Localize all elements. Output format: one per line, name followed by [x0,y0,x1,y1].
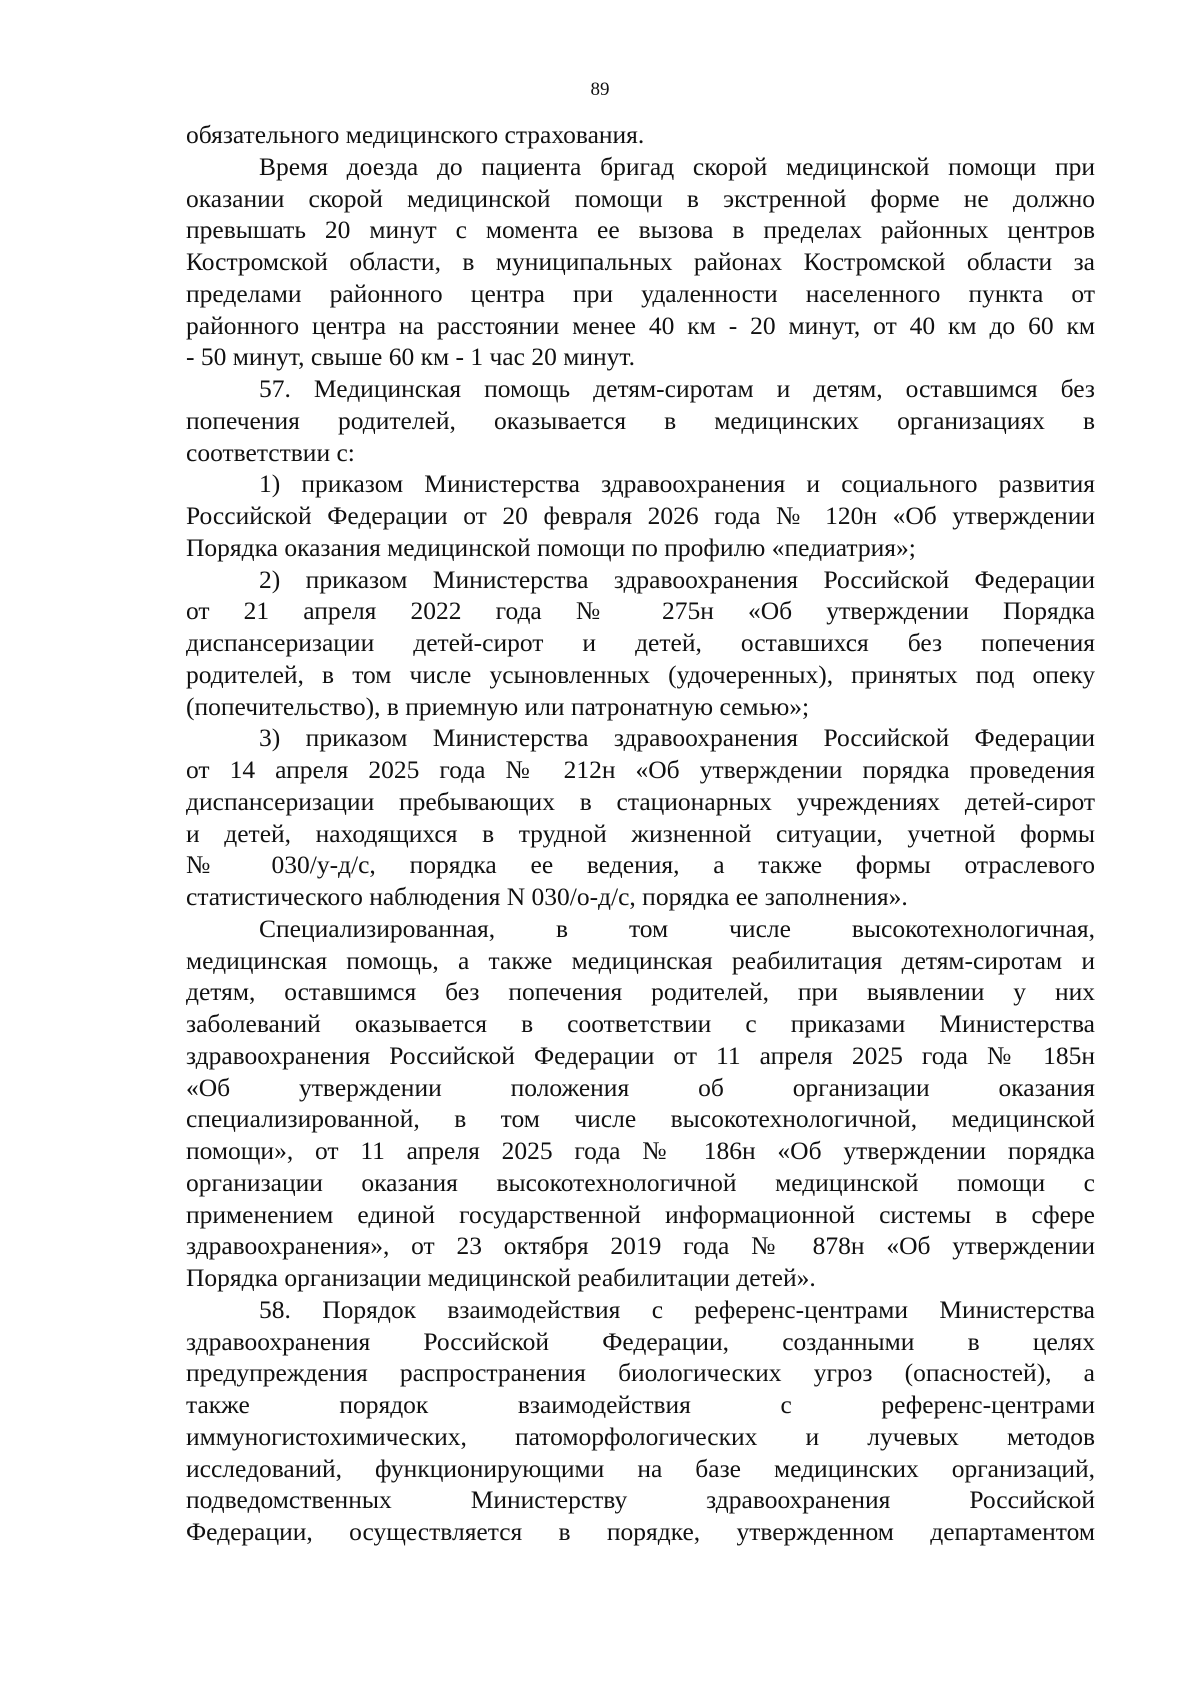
text-line: от 14 апреля 2025 года № 212н «Об утверждении порядка проведения [186,755,1095,784]
text-line: Федерации, осуществляется в порядке, утвержденном департаментом [186,1517,1095,1546]
text-line: Костромской области, в муниципальных районах Костромской области за [186,247,1095,276]
text-line: помощи», от 11 апреля 2025 года № 186н «Об утверждении порядка [186,1136,1095,1165]
text-line: также порядок взаимодействия с референс-центрами [186,1390,1095,1419]
text-line: подведомственных Министерству здравоохранения Российской [186,1485,1095,1515]
text-line: оказании скорой медицинской помощи в экстренной форме не должно [186,183,1095,213]
text-line: 1) приказом Министерства здравоохранения и социального развития [259,469,1095,499]
text-line: 2) приказом Министерства здравоохранения Российской Федерации [259,564,1095,594]
text-line: Порядка организации медицинской реабилитации детей». [186,1263,816,1292]
text-line: 58. Порядок взаимодействия с референс-центрами Министерства [259,1294,1095,1324]
text-line: применением единой государственной информационной системы в сфере [186,1199,1095,1229]
text-line: Специализированная, в том числе высокотехнологичная, [259,913,1095,943]
text-line: детям, оставшимся без попечения родителей, при выявлении у них [186,977,1095,1007]
text-line: заболеваний оказывается в соответствии с приказами Министерства [186,1009,1095,1038]
text-line: статистического наблюдения N 030/о-д/с, порядка ее заполнения». [186,882,908,911]
text-line: исследований, функционирующими на базе медицинских организаций, [186,1453,1095,1483]
text-line: организации оказания высокотехнологичной медицинской помощи с [186,1167,1095,1197]
text-line: районного центра на расстоянии менее 40 км - 20 минут, от 40 км до 60 км [186,310,1095,340]
text-line: здравоохранения Российской Федерации, созданными в целях [186,1326,1095,1356]
text-line: родителей, в том числе усыновленных (удочеренных), принятых под опеку [186,659,1095,689]
page-number: 89 [590,79,610,100]
text-line: специализированной, в том числе высокотехнологичной, медицинской [186,1104,1095,1134]
text-line: обязательного медицинского страхования. [186,120,645,149]
text-line: медицинская помощь, а также медицинская реабилитация детям-сиротам и [186,945,1095,975]
text-line: диспансеризации детей-сирот и детей, оставшихся без попечения [186,628,1095,657]
text-line: диспансеризации пребывающих в стационарных учреждениях детей-сирот [186,786,1095,816]
text-line: Время доезда до пациента бригад скорой медицинской помощи при [259,151,1095,181]
text-line: пределами районного центра при удаленности населенного пункта от [186,278,1095,308]
text-line: здравоохранения Российской Федерации от 11 апреля 2025 года № 185н [186,1040,1095,1070]
text-line: Порядка оказания медицинской помощи по профилю «педиатрия»; [186,532,916,562]
text-line: здравоохранения», от 23 октября 2019 года № 878н «Об утверждении [186,1231,1095,1261]
text-line: - 50 минут, свыше 60 км - 1 час 20 минут. [186,342,635,372]
text-line: «Об утверждении положения об организации оказания [186,1072,1095,1102]
text-line: 57. Медицинская помощь детям-сиротам и детям, оставшимся без [259,374,1095,403]
text-line: предупреждения распространения биологических угроз (опасностей), а [186,1358,1095,1388]
text-line: соответствии с: [186,437,355,467]
text-line: иммуногистохимических, патоморфологических и лучевых методов [186,1421,1095,1451]
text-line: 3) приказом Министерства здравоохранения Российской Федерации [259,723,1095,753]
text-line: № 030/у-д/с, порядка ее ведения, а также формы отраслевого [186,850,1095,880]
text-line: превышать 20 минут с момента ее вызова в пределах районных центров [186,215,1095,245]
text-line: и детей, находящихся в трудной жизненной ситуации, учетной формы [186,818,1095,848]
text-line: попечения родителей, оказывается в медицинских организациях в [186,405,1095,435]
text-line: от 21 апреля 2022 года № 275н «Об утверждении Порядка [186,596,1095,626]
text-line: Российской Федерации от 20 февраля 2026 года № 120н «Об утверждении [186,501,1095,530]
document-body [186,119,1095,1548]
text-line: (попечительство), в приемную или патронатную семью»; [186,691,810,721]
